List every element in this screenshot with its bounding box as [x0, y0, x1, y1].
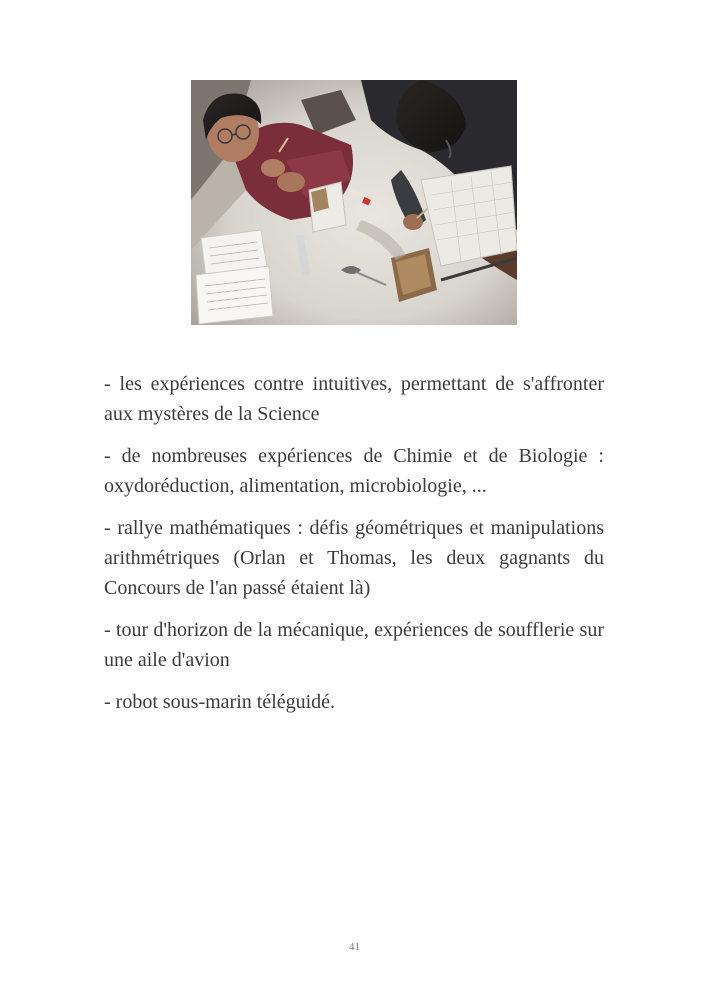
students-photo	[191, 80, 517, 325]
page-number: 41	[349, 941, 360, 953]
paragraph: - robot sous-marin téléguidé.	[104, 691, 336, 713]
paragraph: - de nombreuses expériences de Chimie et de Biologie : oxydoréduction, alimentation, microbiologie, ...	[104, 445, 604, 497]
paragraph: - tour d'horizon de la mécanique, expériences de soufflerie sur une aile d'avion	[104, 619, 604, 671]
text-block	[104, 369, 604, 729]
paragraph: - rallye mathématiques : défis géométriques et manipulations arithmétriques (Orlan et Thomas, les deux gagnants du Concours de l'an passé étaient là)	[104, 517, 604, 599]
paragraph: - les expériences contre intuitives, permettant de s'affronter aux mystères de la Science	[104, 373, 604, 425]
